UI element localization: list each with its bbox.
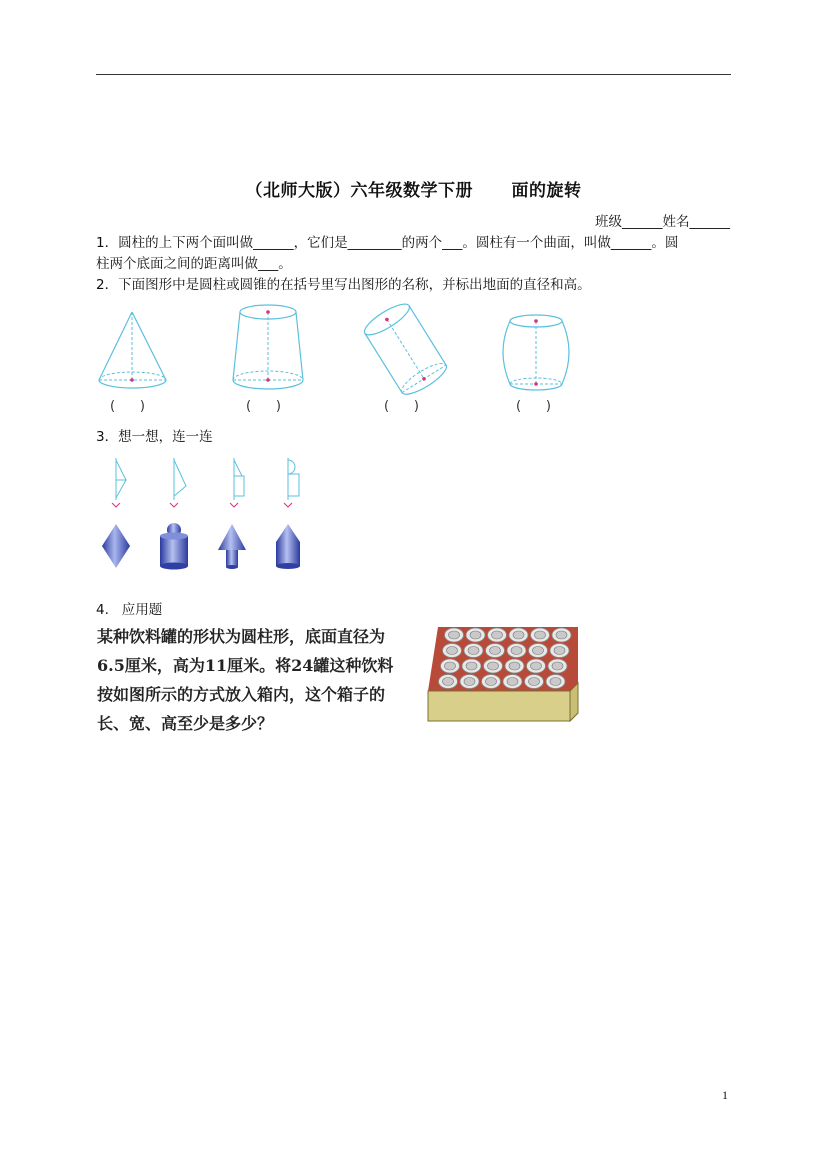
can-lid	[468, 647, 479, 655]
can-lid	[556, 631, 567, 639]
solid-cone-cylinder	[270, 520, 306, 572]
can-lid	[492, 631, 503, 639]
barrel-figure	[498, 310, 578, 394]
class-name-line: 班级______姓名______	[595, 214, 730, 230]
question-1-line-1: 1．圆柱的上下两个面叫做______，它们是________的两个___。圆柱有一个曲面，叫做______。圆	[96, 235, 679, 251]
solid-double-cone	[98, 520, 134, 572]
can-lid	[486, 678, 497, 686]
solid-cylinder-sphere	[156, 520, 192, 572]
shape-semicircle-rectangle	[280, 456, 310, 512]
shape-triangle-pair	[106, 456, 136, 512]
can-lid	[466, 662, 477, 670]
tilted-cylinder-figure	[358, 300, 454, 400]
can-lid	[488, 662, 499, 670]
can-lid	[554, 647, 565, 655]
can-lid	[445, 662, 456, 670]
shape-triangle-single	[164, 456, 194, 512]
can-lid	[529, 678, 540, 686]
can-lid	[550, 678, 561, 686]
page-title: （北师大版）六年级数学下册 面的旋转	[245, 181, 582, 201]
header-rule	[96, 74, 731, 75]
question-2-text: 2．下面图形中是圆柱或圆锥的在括号里写出图形的名称，并标出地面的直径和高。	[96, 277, 591, 293]
answer-paren-1[interactable]: ( )	[110, 399, 145, 414]
can-lid	[449, 631, 460, 639]
can-lid	[535, 631, 546, 639]
box-of-cans-illustration	[428, 625, 578, 721]
can-lid	[552, 662, 563, 670]
answer-paren-2[interactable]: ( )	[246, 399, 281, 414]
can-lid	[490, 647, 501, 655]
question-3-text: 3．想一想，连一连	[96, 429, 213, 445]
can-lid	[447, 647, 458, 655]
can-lid	[531, 662, 542, 670]
page-number: 1	[722, 1088, 728, 1102]
answer-paren-3[interactable]: ( )	[384, 399, 419, 414]
shape-triangle-rectangle	[224, 456, 254, 512]
can-lid	[509, 662, 520, 670]
can-lid	[511, 647, 522, 655]
can-lid	[507, 678, 518, 686]
application-problem-text: 某种饮料罐的形状为圆柱形，底面直径为6.5厘米，高为11厘米。将24罐这种饮料按如图所示的方式放入箱内，这个箱子的长、宽、高至少是多少？	[97, 627, 394, 733]
answer-paren-4[interactable]: ( )	[516, 399, 551, 414]
can-lid	[464, 678, 475, 686]
can-lid	[470, 631, 481, 639]
can-lid	[443, 678, 454, 686]
can-lid	[533, 647, 544, 655]
frustum-figure	[230, 302, 310, 394]
cone-figure	[96, 306, 176, 396]
solid-cone-on-cylinder	[214, 520, 250, 572]
question-1-line-2: 柱两个底面之间的距离叫做___。	[96, 256, 292, 272]
question-4-text: 4. 应用题	[96, 602, 163, 618]
can-lid	[513, 631, 524, 639]
